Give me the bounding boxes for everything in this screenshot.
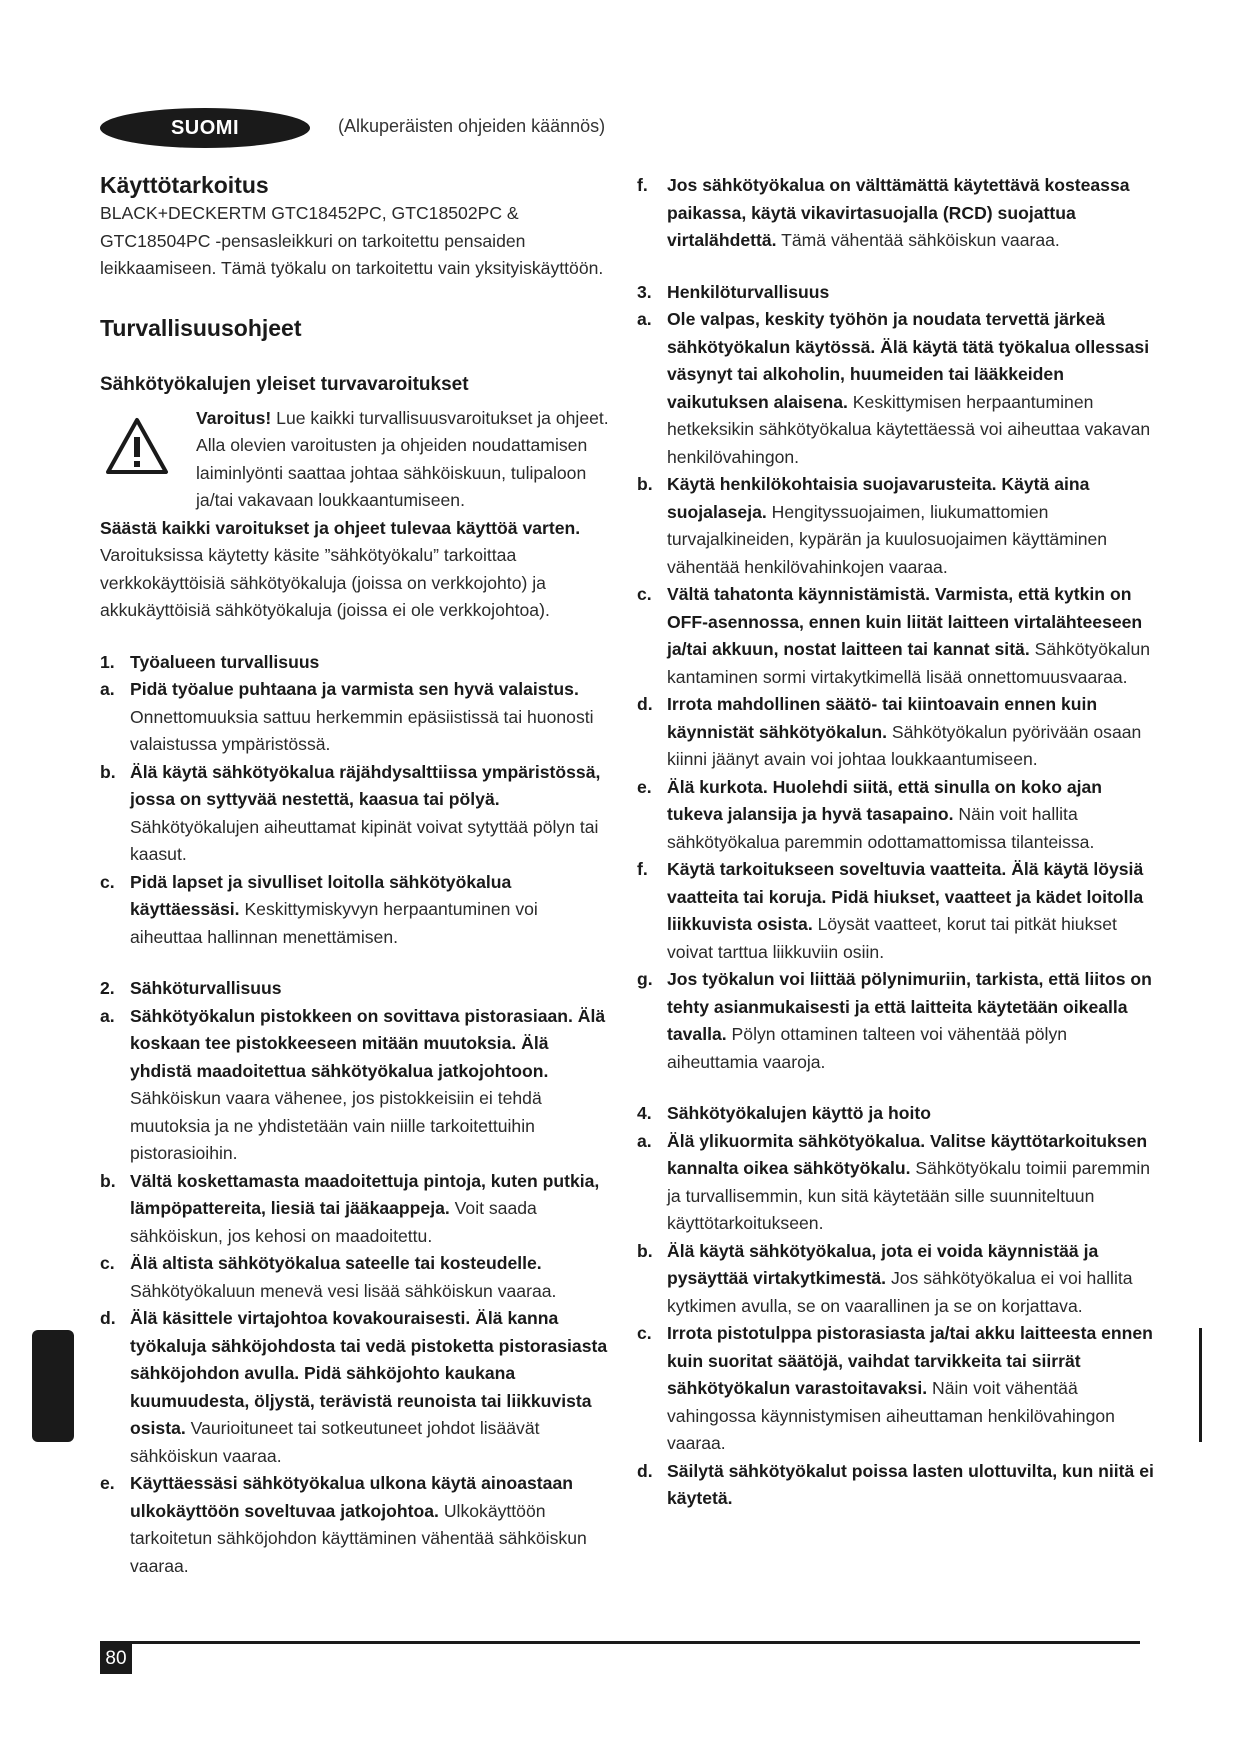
list-item: d. Irrota mahdollinen säätö- tai kiintoavain ennen kuin käynnistät sähkötyökalun. Sähkötyökalun pyörivään osaan kiinni jäänyt avain voi johtaa loukkaantumiseen. — [637, 694, 1142, 769]
language-side-tab — [32, 1330, 74, 1442]
safety-heading: Turvallisuusohjeet — [100, 314, 302, 341]
list-item: a. Pidä työalue puhtaana ja varmista sen hyvä valaistus. Onnettomuuksia sattuu herkemmin epäsiistissä tai huonosti valaistussa ympäristössä. — [100, 679, 594, 754]
list-item: b. Älä käytä sähkötyökalua, jota ei voida käynnistää ja pysäyttää virtakytkimestä. Jos sähkötyökalua ei voi hallita kytkimen avulla, se on vaarallinen ja se on korjattava. — [637, 1240, 1133, 1316]
section-personal-safety — [637, 279, 1157, 1077]
left-column — [100, 170, 610, 1580]
language-badge — [100, 108, 310, 148]
list-item: f. Jos sähkötyökalua on välttämättä käytettävä kosteassa paikassa, käytä vikavirtasuojalla (RCD) suojattua virtalähdettä. Tämä vähentää sähköiskun vaaraa. — [637, 175, 1130, 250]
list-item: c. Älä altista sähkötyökalua sateelle tai kosteudelle. Sähkötyökaluun menevä vesi lisää sähköiskun vaaraa. — [100, 1253, 557, 1301]
section-work-area — [100, 649, 610, 952]
section-title: 4. Sähkötyökalujen käyttö ja hoito — [637, 1103, 931, 1123]
list-item: c. Vältä tahatonta käynnistämistä. Varmista, että kytkin on OFF-asennossa, ennen kuin liität laitteen virtalähteeseen ja/tai akkuun, nostat laitteen tai kannat sitä. Sähkötyökalun kantaminen sormi virtakytkimellä lisää onnettomuusvaaraa. — [637, 584, 1151, 687]
list-item: c. Pidä lapset ja sivulliset loitolla sähkötyökalua käyttäessäsi. Keskittymiskyvyn herpaantuminen voi aiheuttaa hallinnan menettämisen. — [100, 871, 538, 947]
list-item: b. Vältä koskettamasta maadoitettuja pintoja, kuten putkia, lämpöpattereita, liesiä tai jääkaappeja. Voit saada sähköiskun, jos kehosi on maadoitettu. — [100, 1170, 600, 1246]
translation-note: (Alkuperäisten ohjeiden käännös) — [338, 116, 606, 136]
section-title: 2. Sähköturvallisuus — [100, 978, 282, 998]
section-title: 3. Henkilöturvallisuus — [637, 281, 830, 302]
warning-text: Varoitus! Lue kaikki turvallisuusvaroitukset ja ohjeet. Alla olevien varoitusten ja ohjeiden noudattamisen laiminlyönti saattaa johtaa sähköiskuun, tulipaloon ja/tai vakavaan loukkaantumiseen. — [196, 407, 609, 510]
language-label: SUOMI — [170, 116, 240, 139]
warning-triangle-icon — [105, 417, 169, 475]
list-item: d. Älä käsittele virtajohtoa kovakouraisesti. Älä kanna työkaluja sähköjohdosta tai vedä pistoketta pistorasiasta sähköjohdon avulla. Pidä sähköjohto kaukana kuumuudesta, öljystä, terävistä reunoista tai liikkuvista osista. Vaurioituneet tai sotkeutuneet johdot lisäävät sähköiskun vaaraa. — [100, 1308, 608, 1466]
warning-block — [100, 405, 610, 515]
list-item: b. Älä käytä sähkötyökalua räjähdysalttiissa ympäristössä, jossa on syttyvää nestettä, kaasua tai pölyä. Sähkötyökalujen aiheuttamat kipinät voivat sytyttää pölyn tai kaasut. — [100, 761, 601, 864]
list-item: g. Jos työkalun voi liittää pölynimuriin, tarkista, että liitos on tehty asianmukaisesti ja että laitteita käytetään oikealla tavalla. Pölyn ottaminen talteen voi vähentää pölyn aiheuttamia vaaroja. — [637, 969, 1152, 1072]
intended-use-heading: Käyttötarkoitus — [100, 172, 269, 198]
page-number: 80 — [100, 1644, 132, 1674]
list-item: b. Käytä henkilökohtaisia suojavarusteita. Käytä aina suojalaseja. Hengityssuojaimen, liukumattomien turvajalkineiden, kypärän ja kuulosuojaimen käyttäminen vähentää henkilövahinkojen vaaraa. — [637, 474, 1108, 577]
footer-divider — [100, 1641, 1140, 1644]
section-title: 1. Työalueen turvallisuus — [100, 651, 320, 672]
section-electrical-safety — [100, 975, 610, 1580]
list-item: a. Älä ylikuormita sähkötyökalua. Valitse käyttötarkoituksen kannalta oikea sähkötyökalu. Sähkötyökalu toimii paremmin ja turvallisemmin, kun sitä käytetään sille suunniteltuun käyttötarkoitukseen. — [637, 1130, 1151, 1233]
list-item: a. Sähkötyökalun pistokkeen on sovittava pistorasiaan. Älä koskaan tee pistokkeeseen mitään muutoksia. Älä yhdistä maadoitettua sähkötyökalua jatkojohtoon. Sähköiskun vaara vähenee, jos pistokkeisiin ei tehdä muutoksia ja ne yhdistetään vain niille tarkoitettuihin pistorasioihin. — [100, 1005, 606, 1163]
list-item: e. Älä kurkota. Huolehdi siitä, että sinulla on koko ajan tukeva jalansija ja hyvä tasapaino. Näin voit hallita sähkötyökalua paremmin odottamattomissa tilanteissa. — [637, 776, 1103, 852]
intended-use-text: BLACK+DECKERTM GTC18452PC, GTC18502PC & GTC18504PC -pensasleikkuri on tarkoitettu pensaiden leikkaamiseen. Tämä työkalu on tarkoitettu vain yksityiskäyttöön. — [100, 203, 604, 278]
list-item: c. Irrota pistotulppa pistorasiasta ja/tai akku laitteesta ennen kuin suoritat säätöjä, vaihdat tarvikkeita tai siirrät sähkötyökalun varastoitavaksi. Näin voit vähentää vahingossa käynnistymisen aiheuttaman henkilövahingon vaaraa. — [637, 1323, 1153, 1453]
save-instructions: Säästä kaikki varoitukset ja ohjeet tulevaa käyttöä varten. Varoituksissa käytetty käsite ”sähkötyökalu” tarkoittaa verkkokäyttöisiä sähkötyökaluja (joissa on verkkojohto) ja akkukäyttöisiä sähkötyökaluja (joissa ei ole verkkojohtoa). — [100, 517, 581, 620]
list-item: f. Käytä tarkoitukseen soveltuvia vaatteita. Älä käytä löysiä vaatteita tai koruja. Pidä hiukset, vaatteet ja kädet loitolla liikkuvista osista. Löysät vaatteet, korut tai pitkät hiukset voivat tarttua liikkuviin osiin. — [637, 859, 1144, 962]
edge-marker — [1199, 1328, 1202, 1442]
section-tool-use-care — [637, 1100, 1157, 1513]
list-item: d. Säilytä sähkötyökalut poissa lasten ulottuvilta, kun niitä ei käytetä. — [637, 1460, 1154, 1508]
warning-label: Varoitus! — [196, 407, 272, 428]
general-warnings-heading: Sähkötyökalujen yleiset turvavaroitukset — [100, 373, 469, 395]
right-column — [637, 172, 1157, 1513]
list-item: e. Käyttäessäsi sähkötyökalua ulkona käytä ainoastaan ulkokäyttöön soveltuvaa jatkojohtoa. Ulkokäyttöön tarkoitetun sähköjohdon käyttäminen vähentää sähköiskun vaaraa. — [100, 1473, 587, 1576]
list-item: a. Ole valpas, keskity työhön ja noudata tervettä järkeä sähkötyökalun käytössä. Älä käytä tätä työkalua ollessasi väsynyt tai alkoholin, huumeiden tai lääkkeiden vaikutuksen alaisena. Keskittymisen herpaantuminen hetkeksikin sähkötyökalua käytettäessä voi aiheuttaa vakavan henkilövahingon. — [637, 309, 1151, 467]
